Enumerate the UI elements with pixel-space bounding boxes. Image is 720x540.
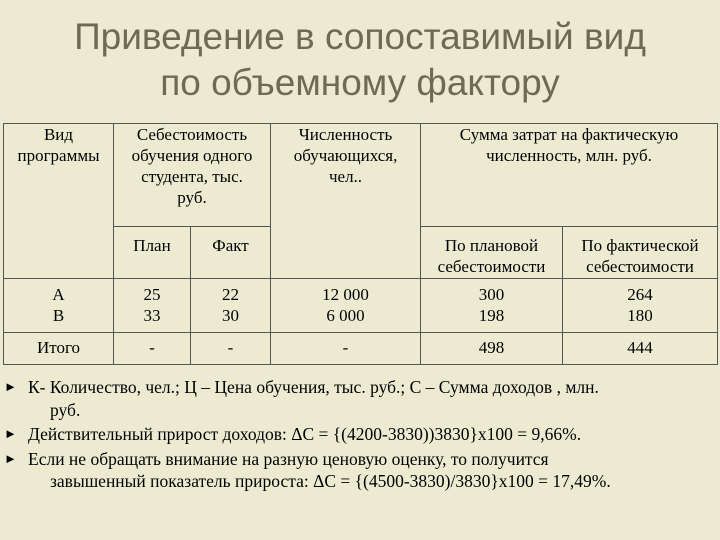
cell-text: 264 [627, 285, 653, 304]
table-row [4, 279, 718, 333]
page-title [0, 14, 720, 106]
note-text: К- Количество, чел.; Ц – Цена обучения, тыс. руб.; С – Сумма доходов , млн. [28, 377, 599, 397]
note-text: Если не обращать внимание на разную ценовую оценку, то получится [28, 448, 549, 469]
cell-text: А [52, 285, 65, 304]
cell-sum-plan [421, 279, 563, 333]
header-text: программы [17, 146, 100, 165]
total-count: - [271, 333, 421, 365]
total-plan: - [114, 333, 191, 365]
header-program [4, 124, 114, 279]
total-fact: - [191, 333, 271, 365]
total-sum-plan: 498 [421, 333, 563, 365]
header-by-plan [421, 227, 563, 279]
header-text: Сумма затрат на фактическую [459, 125, 679, 144]
cell-fact [191, 279, 271, 333]
note-text: завышенный показатель прироста: ΔС = {(4500-3830)/3830}х100 = 17,49%. [50, 471, 611, 491]
header-text: студента, тыс. [141, 167, 243, 186]
note-text: руб. [50, 399, 81, 420]
header-row [4, 124, 718, 227]
header-text: обучающихся, [293, 146, 398, 165]
cell-text: 12 000 [322, 285, 369, 304]
cell-text: 30 [222, 306, 239, 325]
header-text: По плановой [444, 236, 539, 255]
header-text: руб. [177, 188, 207, 207]
header-sum [421, 124, 718, 227]
header-text: По фактической [581, 236, 699, 255]
bullet-icon: ► [4, 426, 17, 441]
header-count [271, 124, 421, 279]
header-text: Численность [298, 125, 393, 144]
notes [4, 376, 712, 495]
cell-program [4, 279, 114, 333]
header-plan: План [114, 227, 191, 279]
cell-text: 300 [478, 285, 505, 304]
note-inflated-growth [4, 448, 712, 493]
title-line-2: по объемному фактору [160, 62, 560, 103]
bullet-icon: ► [4, 450, 17, 466]
cell-text: 6 000 [326, 306, 365, 325]
total-sum-fact: 444 [563, 333, 718, 365]
note-actual-growth [4, 423, 712, 446]
header-text: себестоимости [586, 257, 694, 276]
note-text: Действительный прирост доходов: ΔС = {(4200-3830))3830}х100 = 9,66%. [28, 424, 582, 444]
cell-plan [114, 279, 191, 333]
header-text: себестоимости [437, 257, 546, 276]
cell-text: 22 [222, 285, 239, 304]
cell-text: 180 [627, 306, 653, 325]
title-line-1: Приведение в сопоставимый вид [74, 16, 646, 57]
data-table [3, 123, 718, 365]
cell-sum-fact [563, 279, 718, 333]
header-by-fact [563, 227, 718, 279]
cell-text: 33 [143, 306, 161, 325]
cell-text: 198 [478, 306, 505, 325]
cell-text: В [52, 306, 65, 325]
note-legend [4, 376, 712, 421]
cell-count [271, 279, 421, 333]
bullet-icon: ► [4, 379, 17, 394]
header-text: чел.. [328, 167, 363, 186]
header-text: Себестоимость [136, 125, 248, 144]
header-text: обучения одного [131, 146, 253, 165]
header-cost [114, 124, 271, 227]
header-text: численность, млн. руб. [486, 146, 652, 165]
header-fact: Факт [191, 227, 271, 279]
cell-text: 25 [143, 285, 161, 304]
total-row [4, 333, 718, 365]
header-text: Вид [43, 125, 74, 144]
total-label: Итого [4, 333, 114, 365]
